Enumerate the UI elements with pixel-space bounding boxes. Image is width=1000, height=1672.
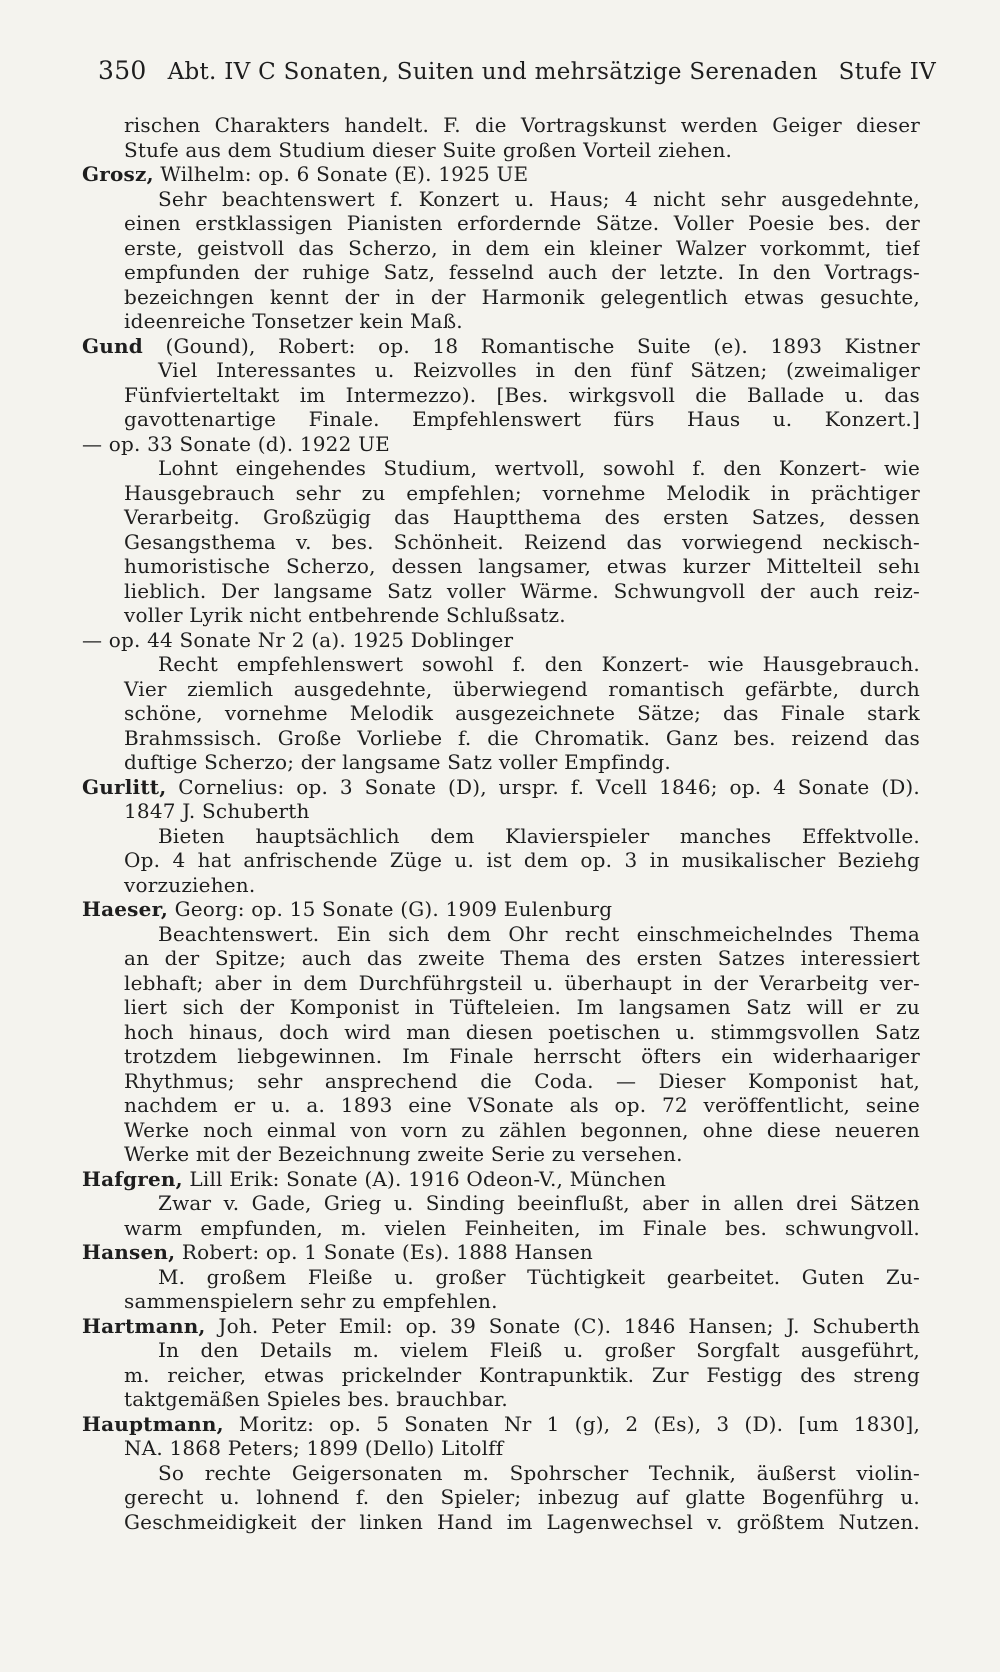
line-text: Robert: op. 1 Sonate (Es). 1888 Hansen: [175, 1240, 593, 1264]
text-line: [82, 260, 920, 285]
text-line: [82, 922, 920, 947]
line-text: Fünfvierteltakt im Intermezzo). [Bes. wirkgsvoll die Ballade u. das: [124, 382, 920, 407]
text-line: [82, 554, 920, 579]
text-line: [82, 750, 920, 775]
line-text: duftige Scherzo; der langsame Satz voller Empfindg.: [124, 750, 671, 774]
line-text: voller Lyrik nicht entbehrende Schlußsatz.: [124, 603, 566, 627]
line-text: Hausgebrauch sehr zu empfehlen; vornehme Melodik in prächtiger: [124, 480, 920, 505]
line-text: 1847 J. Schuberth: [124, 799, 310, 823]
line-text: bezeichngen kennt der in der Harmonik gelegentlich etwas gesuchte,: [124, 284, 920, 309]
line-text: Viel Interessantes u. Reizvolles in den fünf Sätzen; (zweimaliger: [158, 358, 920, 382]
composer-name: Hauptmann,: [82, 1411, 224, 1436]
line-text: So rechte Geigersonaten m. Spohrscher Technik, äußerst violin-: [158, 1460, 920, 1485]
line-text: Wilhelm: op. 6 Sonate (E). 1925 UE: [153, 162, 529, 186]
line-text: Moritz: op. 5 Sonaten Nr 1 (g), 2 (Es), 3 (D). [um 1830],: [223, 1411, 920, 1436]
line-text: hoch hinaus, doch wird man diesen poetischen u. stimmgsvollen Satz: [124, 1019, 920, 1044]
line-text: m. reicher, etwas prickelnder Kontrapunktik. Zur Festigg des streng: [124, 1362, 920, 1387]
entry-heading-line: [82, 162, 920, 187]
text-line: [82, 1485, 920, 1510]
line-text: — op. 44 Sonate Nr 2 (a). 1925 Doblinger: [82, 627, 514, 652]
text-line: [82, 505, 920, 530]
composer-name: Gurlitt,: [82, 774, 167, 799]
text-line: [82, 1510, 920, 1535]
line-text: trotzdem liebgewinnen. Im Finale herrscht öfters ein widerhaariger: [124, 1044, 920, 1068]
line-text: Verarbeitg. Großzügig das Hauptthema des ersten Satzes, dessen: [124, 505, 920, 529]
text-line: [82, 407, 920, 432]
line-text: ideenreiche Tonsetzer kein Maß.: [124, 309, 463, 333]
line-text: Joh. Peter Emil: op. 39 Sonate (C). 1846 Hansen; J. Schuberth: [205, 1313, 920, 1338]
composer-name: Grosz,: [82, 162, 154, 186]
text-line: [82, 1265, 920, 1290]
text-line: [82, 1069, 920, 1094]
text-line: [82, 1216, 920, 1241]
line-text: Recht empfehlenswert sowohl f. den Konzert- wie Hausgebrauch.: [158, 652, 920, 676]
text-line: [82, 456, 920, 481]
line-text: Zwar v. Gade, Grieg u. Sinding beeinflußt, aber in allen drei Sätzen: [158, 1191, 920, 1215]
line-text: (Gound), Robert: op. 18 Romantische Suite (e). 1893 Kistner: [142, 333, 920, 358]
line-text: Gesangsthema v. bes. Schönheit. Reizend das vorwiegend neckisch-: [124, 529, 920, 554]
entry-heading-line: [82, 1412, 920, 1437]
text-line: [82, 432, 920, 457]
text-line: [82, 1387, 920, 1412]
text-line: [82, 211, 920, 236]
entry-heading-line: [82, 1167, 920, 1192]
line-text: gerecht u. lohnend f. den Spieler; inbezug auf glatte Bogenführg u.: [124, 1485, 920, 1509]
line-text: Werke mit der Bezeichnung zweite Serie zu versehen.: [124, 1142, 683, 1166]
section-title: Abt. IV C Sonaten, Suiten und mehrsätzige Serenaden: [167, 59, 818, 85]
line-text: erste, geistvoll das Scherzo, in dem ein kleiner Walzer vorkommt, tief: [124, 235, 920, 260]
text-line: [82, 236, 920, 261]
text-line: [82, 481, 920, 506]
text-line: [82, 187, 920, 212]
text-line: [82, 995, 920, 1020]
text-line: [82, 946, 920, 971]
line-text: taktgemäßen Spieles bes. brauchbar.: [124, 1387, 508, 1411]
text-line: [82, 628, 920, 653]
line-text: — op. 33 Sonate (d). 1922 UE: [82, 431, 390, 456]
text-line: [82, 677, 920, 702]
text-line: [82, 1020, 920, 1045]
line-text: Geschmeidigkeit der linken Hand im Lagenwechsel v. größtem Nutzen.: [124, 1509, 920, 1534]
text-line: [82, 799, 920, 824]
line-text: Lohnt eingehendes Studium, wertvoll, sowohl f. den Konzert- wie: [158, 456, 920, 480]
text-line: [82, 579, 920, 604]
composer-name: Hartmann,: [82, 1313, 206, 1338]
line-text: einen erstklassigen Pianisten erfordernde Sätze. Voller Poesie bes. der: [124, 211, 920, 235]
line-text: lieblich. Der langsame Satz voller Wärme. Schwungvoll der auch reiz-: [124, 578, 920, 603]
line-text: In den Details m. vielem Fleiß u. großer Sorgfalt ausgeführt,: [158, 1338, 920, 1362]
entry-heading-line: [82, 334, 920, 359]
line-text: Bieten hauptsächlich dem Klavierspieler manches Effektvolle.: [158, 823, 920, 848]
running-header: [98, 56, 936, 88]
line-text: vorzuziehen.: [124, 872, 256, 897]
line-text: schöne, vornehme Melodik ausgezeichnete Sätze; das Finale stark: [124, 701, 920, 725]
composer-name: Gund: [82, 333, 143, 358]
line-text: rischen Charakters handelt. F. die Vortragskunst werden Geiger dieser: [124, 113, 920, 137]
text-line: [82, 971, 920, 996]
line-text: Werke noch einmal von vorn zu zählen begonnen, ohne diese neueren: [124, 1117, 920, 1142]
line-text: empfunden der ruhige Satz, fesselnd auch der letzte. In den Vortrags-: [124, 260, 920, 284]
entry-heading-line: [82, 1314, 920, 1339]
page-body: [82, 113, 920, 1534]
line-text: gavottenartige Finale. Empfehlenswert fürs Haus u. Konzert.]: [124, 407, 920, 431]
text-line: [82, 1191, 920, 1216]
text-line: [82, 1461, 920, 1486]
text-line: [82, 383, 920, 408]
text-line: [82, 1142, 920, 1167]
line-text: Stufe aus dem Studium dieser Suite großen Vorteil ziehen.: [124, 137, 733, 162]
line-text: Lill Erik: Sonate (A). 1916 Odeon-V., München: [182, 1166, 667, 1191]
text-line: [82, 652, 920, 677]
line-text: M. großem Fleiße u. großer Tüchtigkeit gearbeitet. Guten Zu-: [158, 1264, 920, 1289]
text-line: [82, 358, 920, 383]
line-text: sammenspielern sehr zu empfehlen.: [124, 1289, 498, 1313]
line-text: Op. 4 hat anfrischende Züge u. ist dem op. 3 in musikalischer Beziehg: [124, 848, 920, 872]
entry-heading-line: [82, 775, 920, 800]
composer-name: Hansen,: [82, 1240, 176, 1264]
line-text: liert sich der Komponist in Tüfteleien. Im langsamen Satz will er zu: [124, 995, 920, 1019]
line-text: lebhaft; aber in dem Durchführgsteil u. überhaupt in der Verarbeitg ver-: [124, 970, 920, 995]
page-number: 350: [98, 56, 147, 85]
text-line: [82, 726, 920, 751]
line-text: Sehr beachtenswert f. Konzert u. Haus; 4 nicht sehr ausgedehnte,: [158, 186, 920, 211]
text-line: [82, 1289, 920, 1314]
line-text: Vier ziemlich ausgedehnte, überwiegend romantisch gefärbte, durch: [124, 676, 920, 701]
line-text: Rhythmus; sehr ansprechend die Coda. — Dieser Komponist hat,: [124, 1068, 920, 1093]
line-text: Brahmssisch. Große Vorliebe f. die Chromatik. Ganz bes. reizend das: [124, 725, 920, 750]
entry-heading-line: [82, 1240, 920, 1265]
line-text: nachdem er u. a. 1893 eine VSonate als op. 72 veröffentlicht, seine: [124, 1093, 920, 1117]
line-text: Beachtenswert. Ein sich dem Ohr recht einschmeichelndes Thema: [158, 921, 920, 946]
line-text: humoristische Scherzo, dessen langsamer, etwas kurzer Mittelteil sehı: [124, 554, 920, 578]
text-line: [82, 1363, 920, 1388]
text-line: [82, 873, 920, 898]
level-label: Stufe IV: [838, 59, 936, 85]
text-line: [82, 530, 920, 555]
text-line: [82, 1044, 920, 1069]
text-line: [82, 824, 920, 849]
line-text: Georg: op. 15 Sonate (G). 1909 Eulenburg: [168, 897, 613, 921]
text-line: [82, 603, 920, 628]
composer-name: Haeser,: [82, 897, 169, 921]
composer-name: Hafgren,: [82, 1166, 183, 1191]
line-text: an der Spitze; auch das zweite Thema des ersten Satzes interessiert: [124, 946, 920, 970]
text-line: [82, 1093, 920, 1118]
text-line: [82, 1338, 920, 1363]
line-text: Cornelius: op. 3 Sonate (D), urspr. f. Vcell 1846; op. 4 Sonate (D).: [166, 774, 920, 799]
text-line: [82, 285, 920, 310]
text-line: [82, 113, 920, 138]
text-line: [82, 848, 920, 873]
text-line: [82, 138, 920, 163]
line-text: NA. 1868 Peters; 1899 (Dello) Litolff: [124, 1436, 504, 1460]
text-line: [82, 1118, 920, 1143]
text-line: [82, 1436, 920, 1461]
entry-heading-line: [82, 897, 920, 922]
line-text: warm empfunden, m. vielen Feinheiten, im Finale bes. schwungvoll.: [124, 1215, 920, 1240]
text-line: [82, 701, 920, 726]
text-line: [82, 309, 920, 334]
